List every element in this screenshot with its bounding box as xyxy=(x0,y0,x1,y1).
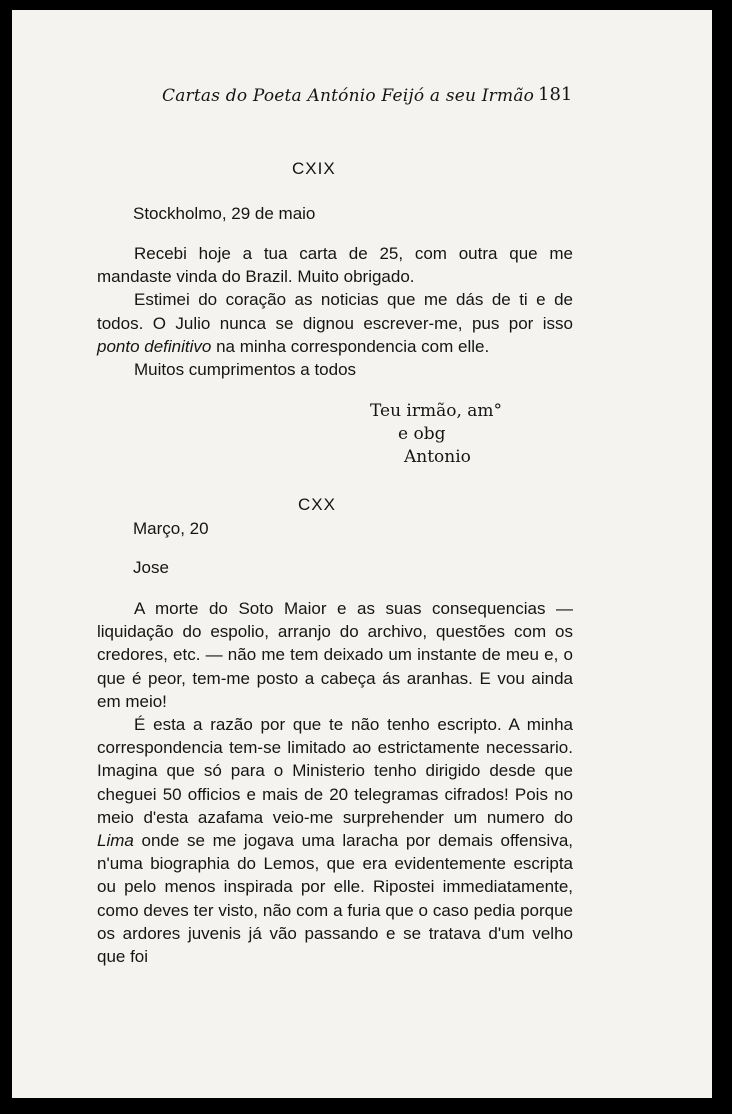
running-title: Cartas do Poeta António Feijó a seu Irmão xyxy=(162,86,535,106)
letter-cxix-body xyxy=(97,242,573,381)
paragraph: A morte do Soto Maior e as suas consequencias — liquidação do espolio, arranjo do archivo, questões com os credores, etc. — não me tem deixado um instante de meu e, o que é peor, tem-me posto a cabeça ás aranhas. E vou ainda em meio! xyxy=(97,599,573,711)
letter-heading-cxx: CXX xyxy=(298,495,336,514)
italic-word: Lima xyxy=(97,831,134,851)
letter-heading-cxix: CXIX xyxy=(292,159,336,178)
letter-date: Março, 20 xyxy=(133,519,209,538)
italic-phrase: ponto definitivo xyxy=(97,336,212,356)
paragraph: Recebi hoje a tua carta de 25, com outra que me mandaste vinda do Brazil. Muito obrigado. xyxy=(97,244,573,287)
closing-line: Teu irmão, am° xyxy=(370,401,503,421)
paragraph: Muitos cumprimentos a todos xyxy=(134,360,357,380)
paragraph-text: É esta a razão por que te não tenho escripto. A minha correspondencia tem-se limitado ao estrictamente necessario. Imagina que só para o Ministerio tenho dirigido desde que cheguei 50 officios e mais de 20 telegramas cifrados! Pois no meio d'esta azafama veio-me surprehender um numero do xyxy=(97,715,573,827)
page-number: 181 xyxy=(538,84,573,105)
closing-line: e obg xyxy=(398,424,446,444)
paragraph-text: Estimei do coração as noticias que me dás de ti e de todos. O Julio nunca se dignou escrever-me, pus por isso xyxy=(97,290,573,333)
letter-cxx-body xyxy=(97,597,573,968)
salutation: Jose xyxy=(133,558,169,577)
paragraph-text: na minha correspondencia com elle. xyxy=(211,336,490,356)
paragraph-text: onde se me jogava uma laracha por demais offensiva, n'uma biographia do Lemos, que era evidentemente escripta ou pelo menos inspirada por elle. Ripostei immediatamente, como deves ter visto, não com a furia que o caso pedia porque os ardores juvenis já vão passando e se tratava d'um velho que foi xyxy=(97,831,573,967)
signature: Antonio xyxy=(404,447,471,467)
book-page xyxy=(12,10,712,1098)
paragraph xyxy=(97,288,573,358)
letter-place-date: Stockholmo, 29 de maio xyxy=(133,204,316,223)
paragraph xyxy=(97,713,573,968)
